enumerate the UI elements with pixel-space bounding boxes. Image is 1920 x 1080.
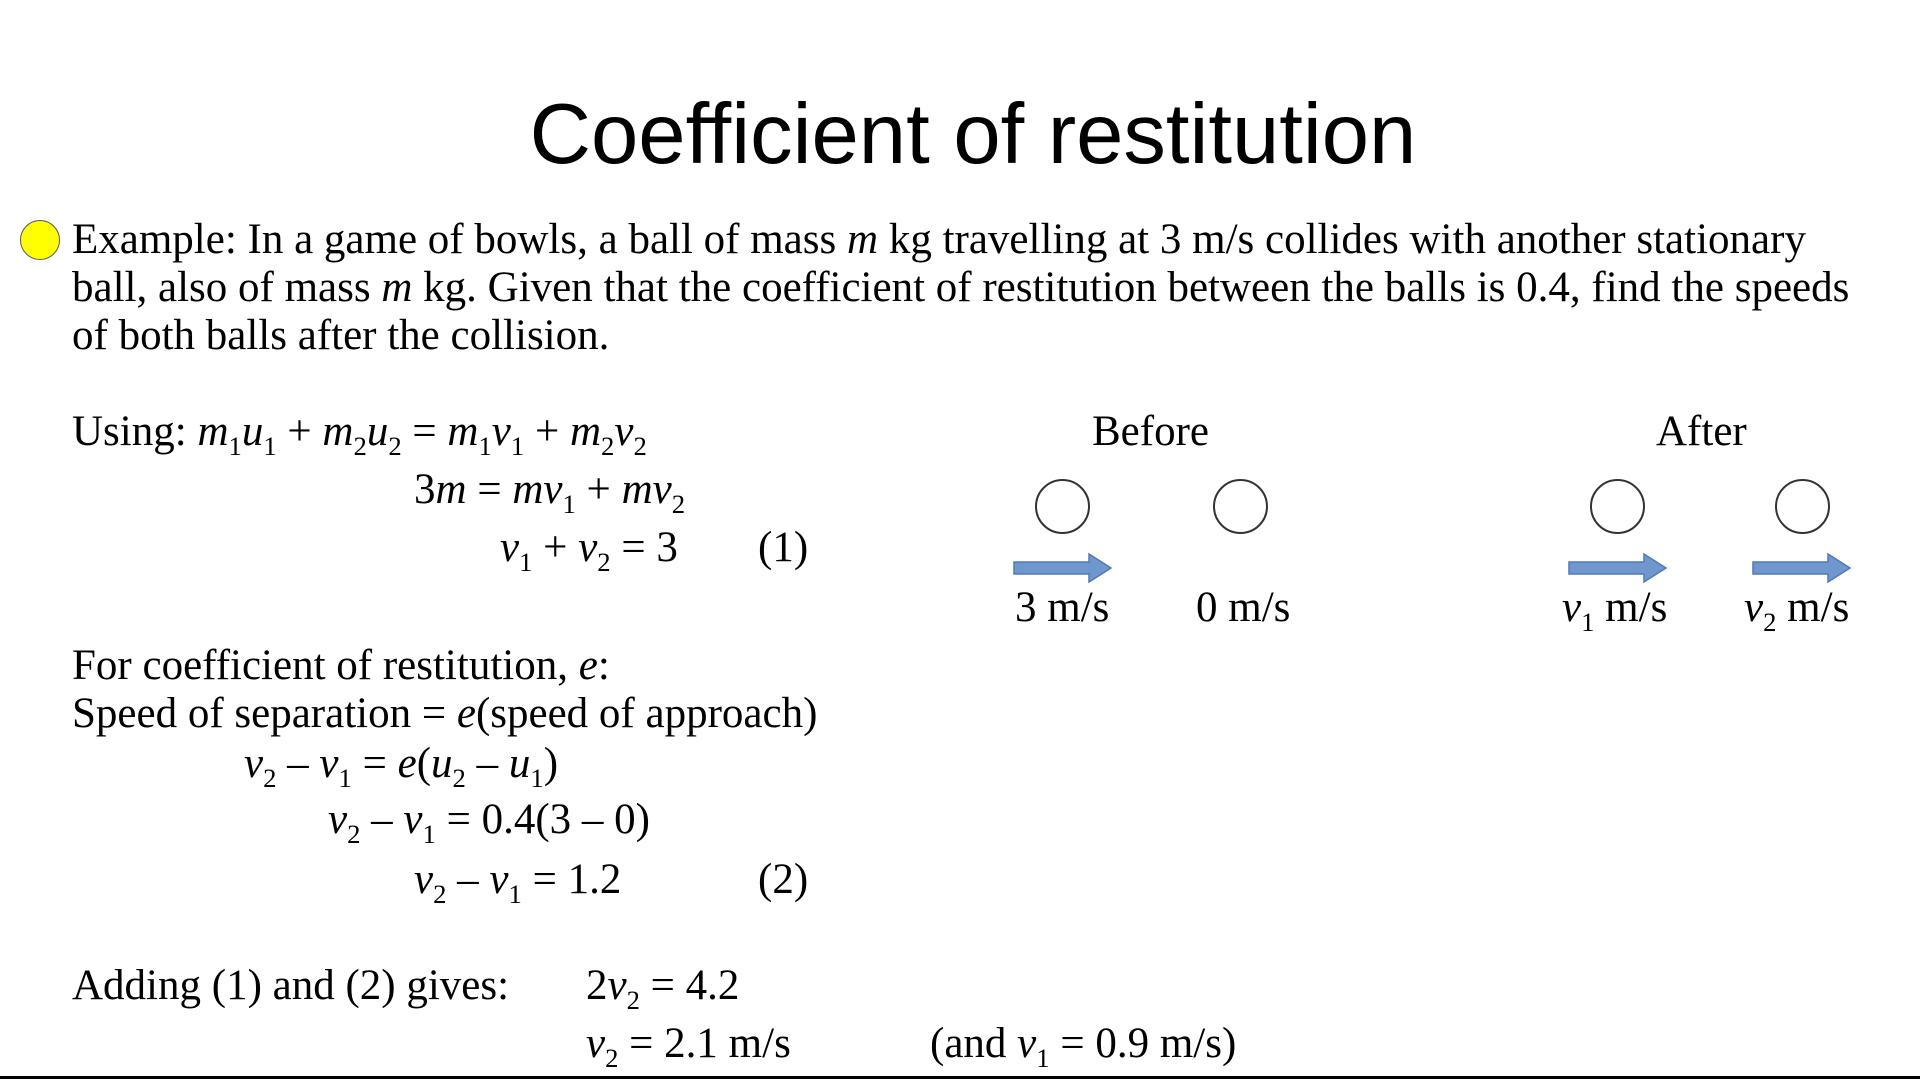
- arrow-right-icon: [1013, 552, 1113, 584]
- solution-step-2: $v_2 = 2.1$ m/s: [586, 1020, 791, 1074]
- restitution-definition: Speed of separation = e(speed of approach): [72, 690, 818, 737]
- before-speed-1: 3 m/s: [1015, 584, 1110, 631]
- bullet-icon: [20, 220, 60, 260]
- before-speed-2: 0 m/s: [1196, 584, 1291, 631]
- adding-label: Adding (1) and (2) gives:: [72, 962, 510, 1009]
- arrow-right-icon: [1568, 552, 1668, 584]
- equation-label-1: (1): [758, 524, 809, 571]
- restitution-step-1: $v_2 - v_1 = e(u_2 - u_1)$: [244, 740, 559, 794]
- momentum-step-3: $v_1 + v_2 = 3$: [500, 524, 678, 578]
- restitution-step-2: $v_2 - v_1 = 0.4(3 - 0)$: [328, 796, 650, 850]
- momentum-step-2: $3m = mv_1 + mv_2$: [414, 466, 686, 520]
- before-ball-2: [1213, 479, 1268, 534]
- slide-bottom-border: [0, 1076, 1920, 1079]
- before-ball-1: [1035, 479, 1090, 534]
- solution-step-1: $2v_2 = 4.2$: [586, 962, 740, 1016]
- restitution-step-3: $v_2 - v_1 = 1.2$: [414, 856, 622, 910]
- example-line-2: ball, also of mass m kg. Given that the coefficient of restitution between the balls is 0.4, find the speeds: [72, 264, 1850, 311]
- slide-title: Coefficient of restitution: [529, 87, 1417, 182]
- example-paragraph: [72, 216, 1882, 360]
- arrow-right-icon: [1752, 552, 1852, 584]
- after-ball-2: [1775, 479, 1830, 534]
- after-speed-2: $v_2$ m/s: [1744, 584, 1850, 638]
- restitution-heading: For coefficient of restitution, e:: [72, 642, 610, 689]
- momentum-equation: Using: $m_1u_1 + m_2u_2 = m_1v_1 + m_2v_2$: [72, 408, 647, 462]
- after-ball-1: [1590, 479, 1645, 534]
- equation-label-2: (2): [758, 856, 809, 903]
- solution-v1-note: (and $v_1 = 0.9$ m/s): [930, 1020, 1237, 1074]
- after-speed-1: $v_1$ m/s: [1562, 584, 1668, 638]
- before-label: Before: [1092, 408, 1209, 455]
- example-line-1: Example: In a game of bowls, a ball of mass m kg travelling at 3 m/s collides with another stationary: [72, 216, 1806, 263]
- after-label: After: [1656, 408, 1747, 455]
- example-line-3: of both balls after the collision.: [72, 312, 610, 359]
